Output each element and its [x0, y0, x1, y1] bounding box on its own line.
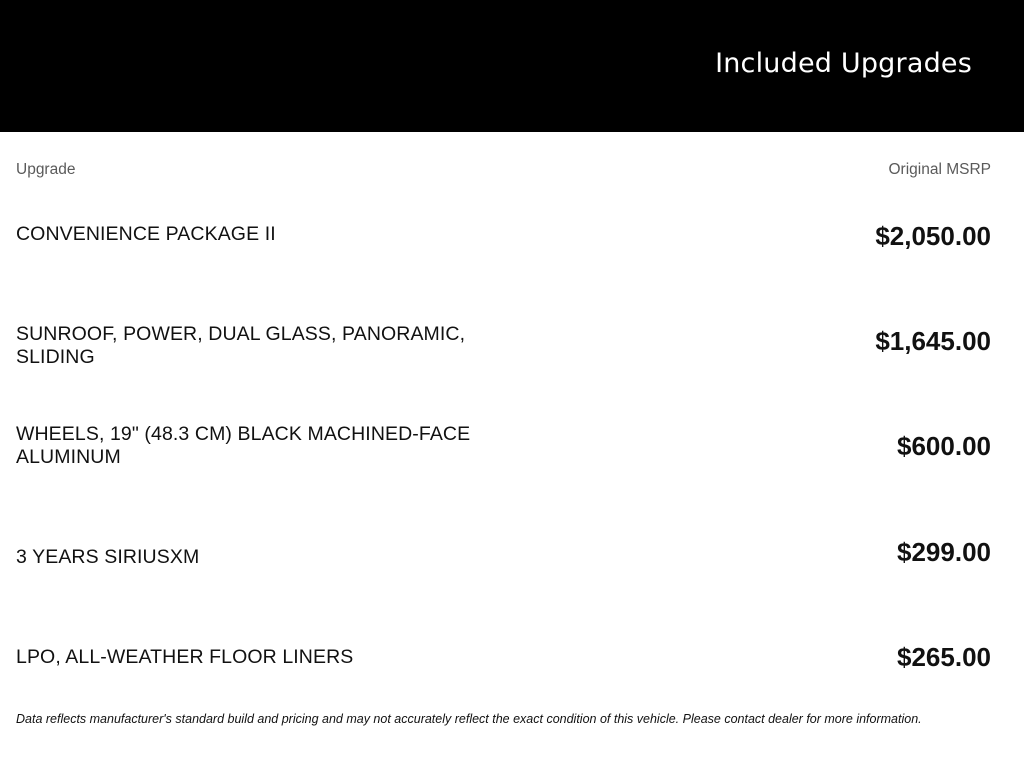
upgrade-row: [16, 223, 991, 283]
upgrade-name: SUNROOF, POWER, DUAL GLASS, PANORAMIC, SLIDING: [16, 323, 466, 368]
upgrade-name: LPO, ALL-WEATHER FLOOR LINERS: [16, 646, 354, 668]
column-header-upgrade: Upgrade: [16, 161, 76, 178]
upgrade-row: [16, 537, 991, 606]
page-title: Included Upgrades: [715, 48, 972, 79]
upgrade-row: [16, 642, 991, 706]
upgrade-price: $600.00: [897, 431, 991, 461]
upgrade-name: CONVENIENCE PACKAGE II: [16, 223, 276, 245]
page-header: [0, 0, 1024, 132]
disclaimer-text: Data reflects manufacturer's standard build and pricing and may not accurately reflect the exact condition of this vehicle. Please contact dealer for more information.: [16, 712, 922, 726]
upgrade-price: $265.00: [897, 642, 991, 672]
upgrade-price: $2,050.00: [875, 221, 991, 251]
upgrade-name: 3 YEARS SIRIUSXM: [16, 546, 200, 568]
upgrade-price: $1,645.00: [875, 326, 991, 356]
upgrade-row: [16, 323, 991, 383]
upgrade-name: WHEELS, 19" (48.3 CM) BLACK MACHINED-FACE ALUMINUM: [16, 423, 471, 468]
upgrade-row: [16, 423, 991, 483]
upgrade-price: $299.00: [897, 537, 991, 567]
column-headers: [16, 161, 991, 181]
column-header-msrp: Original MSRP: [888, 161, 991, 178]
